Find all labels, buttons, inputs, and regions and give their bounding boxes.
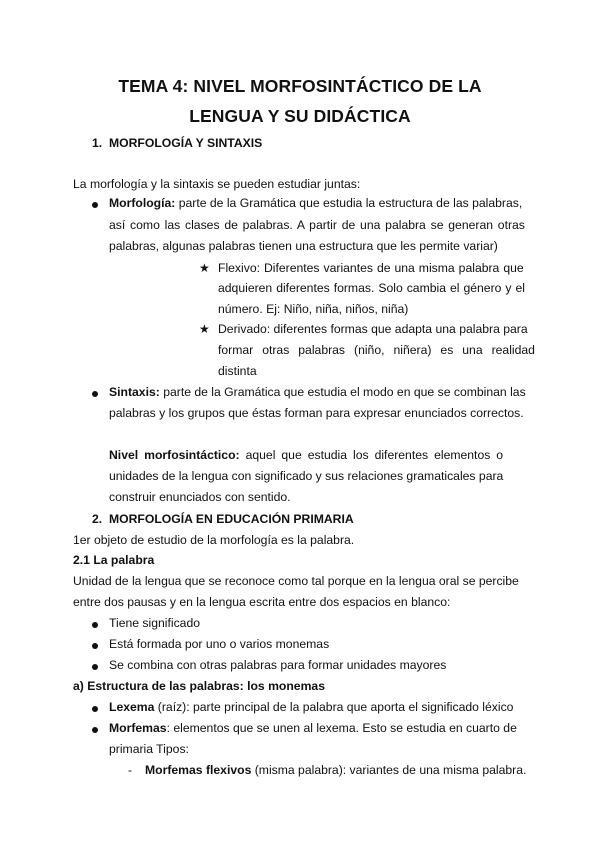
dash-bullet: -: [128, 763, 132, 777]
palabra-definition-line-1: Unidad de la lengua que se reconoce como tal porque en la lengua oral se percibe: [73, 574, 519, 588]
sintaxis-text-1: parte de la Gramática que estudia el modo en que se combinan las: [163, 385, 526, 399]
section-2-intro: 1er objeto de estudio de la morfología es la palabra.: [73, 533, 355, 547]
bullet-icon: [92, 727, 98, 733]
section-1-intro: La morfología y la sintaxis se pueden estudiar juntas:: [73, 177, 361, 191]
sintaxis-term: Sintaxis:: [109, 385, 160, 399]
star-bullet-icon: ★: [199, 261, 210, 275]
morfemas-text-1: : elementos que se unen al lexema. Esto se estudia en cuarto de: [166, 721, 517, 735]
flexivo-line-3: número. Ej: Niño, niña, niños, niña): [218, 302, 409, 316]
nivel-line-1: [109, 448, 503, 462]
morfemas-term: Morfemas: [109, 721, 167, 735]
list-item: Se combina con otras palabras para formar unidades mayores: [109, 658, 447, 672]
morfologia-line-3: palabras, algunas palabras tienen una estructura que les permite variar): [109, 239, 498, 253]
bullet-icon: [92, 706, 98, 712]
list-item: Tiene significado: [109, 616, 201, 630]
lexema-line: [109, 700, 513, 714]
morfemas-flexivos-line: [145, 763, 526, 777]
derivado-line-2: formar otras palabras (niño, niñera) es una realidad: [218, 343, 535, 357]
section-1-number: 1.: [92, 136, 103, 150]
star-bullet-icon: ★: [199, 322, 210, 336]
section-1-heading: MORFOLOGÍA Y SINTAXIS: [109, 136, 263, 150]
lexema-term: Lexema: [109, 700, 155, 714]
nivel-term: Nivel morfosintáctico:: [109, 448, 240, 462]
morfologia-text-1: parte de la Gramática que estudia la estructura de las palabras,: [178, 196, 523, 210]
bullet-icon: [92, 391, 98, 397]
bullet-icon: [92, 643, 98, 649]
nivel-line-2: unidades de la lengua con significado y sus relaciones gramaticales para: [109, 469, 504, 483]
flexivo-line-2: adquieren diferentes formas. Solo cambia el género y el: [218, 281, 525, 295]
bullet-icon: [92, 664, 98, 670]
section-2-number: 2.: [92, 512, 103, 526]
morfologia-line-1: [109, 196, 522, 210]
sintaxis-line-1: [109, 385, 526, 399]
morfemas-line-2: primaria Tipos:: [109, 742, 189, 756]
subsection-a-heading: a) Estructura de las palabras: los monemas: [73, 679, 325, 693]
lexema-text: (raíz): parte principal de la palabra que aporta el significado léxico: [154, 700, 514, 714]
morfemas-line-1: [109, 721, 517, 735]
bullet-icon: [92, 622, 98, 628]
bullet-icon: [92, 202, 98, 208]
sintaxis-line-2: palabras y los grupos que éstas forman para expresar enunciados correctos.: [109, 406, 524, 420]
subsection-2-1-heading: 2.1 La palabra: [73, 553, 155, 567]
document-title-line-1: TEMA 4: NIVEL MORFOSINTÁCTICO DE LA: [118, 76, 482, 96]
morfologia-line-2: así como las clases de palabras. A partir de una palabra se generan otras: [109, 218, 525, 232]
morfemas-flexivos-term: Morfemas flexivos: [145, 763, 252, 777]
morfemas-flexivos-text: (misma palabra): variantes de una misma palabra.: [251, 763, 527, 777]
list-item: Está formada por uno o varios monemas: [109, 637, 330, 651]
nivel-line-3: construir enunciados con sentido.: [109, 490, 291, 504]
section-2-heading: MORFOLOGÍA EN EDUCACIÓN PRIMARIA: [109, 512, 354, 526]
document-title-line-2: LENGUA Y SU DIDÁCTICA: [189, 106, 411, 126]
palabra-definition-line-2: entre dos pausas y en la lengua escrita entre dos espacios en blanco:: [73, 595, 451, 609]
derivado-line-1: Derivado: diferentes formas que adapta una palabra para: [218, 322, 528, 336]
nivel-text-1: aquel que estudia los diferentes elementos o: [245, 448, 504, 462]
derivado-line-3: distinta: [218, 364, 257, 378]
flexivo-line-1: Flexivo: Diferentes variantes de una misma palabra que: [218, 261, 524, 275]
morfologia-term: Morfología:: [109, 196, 176, 210]
